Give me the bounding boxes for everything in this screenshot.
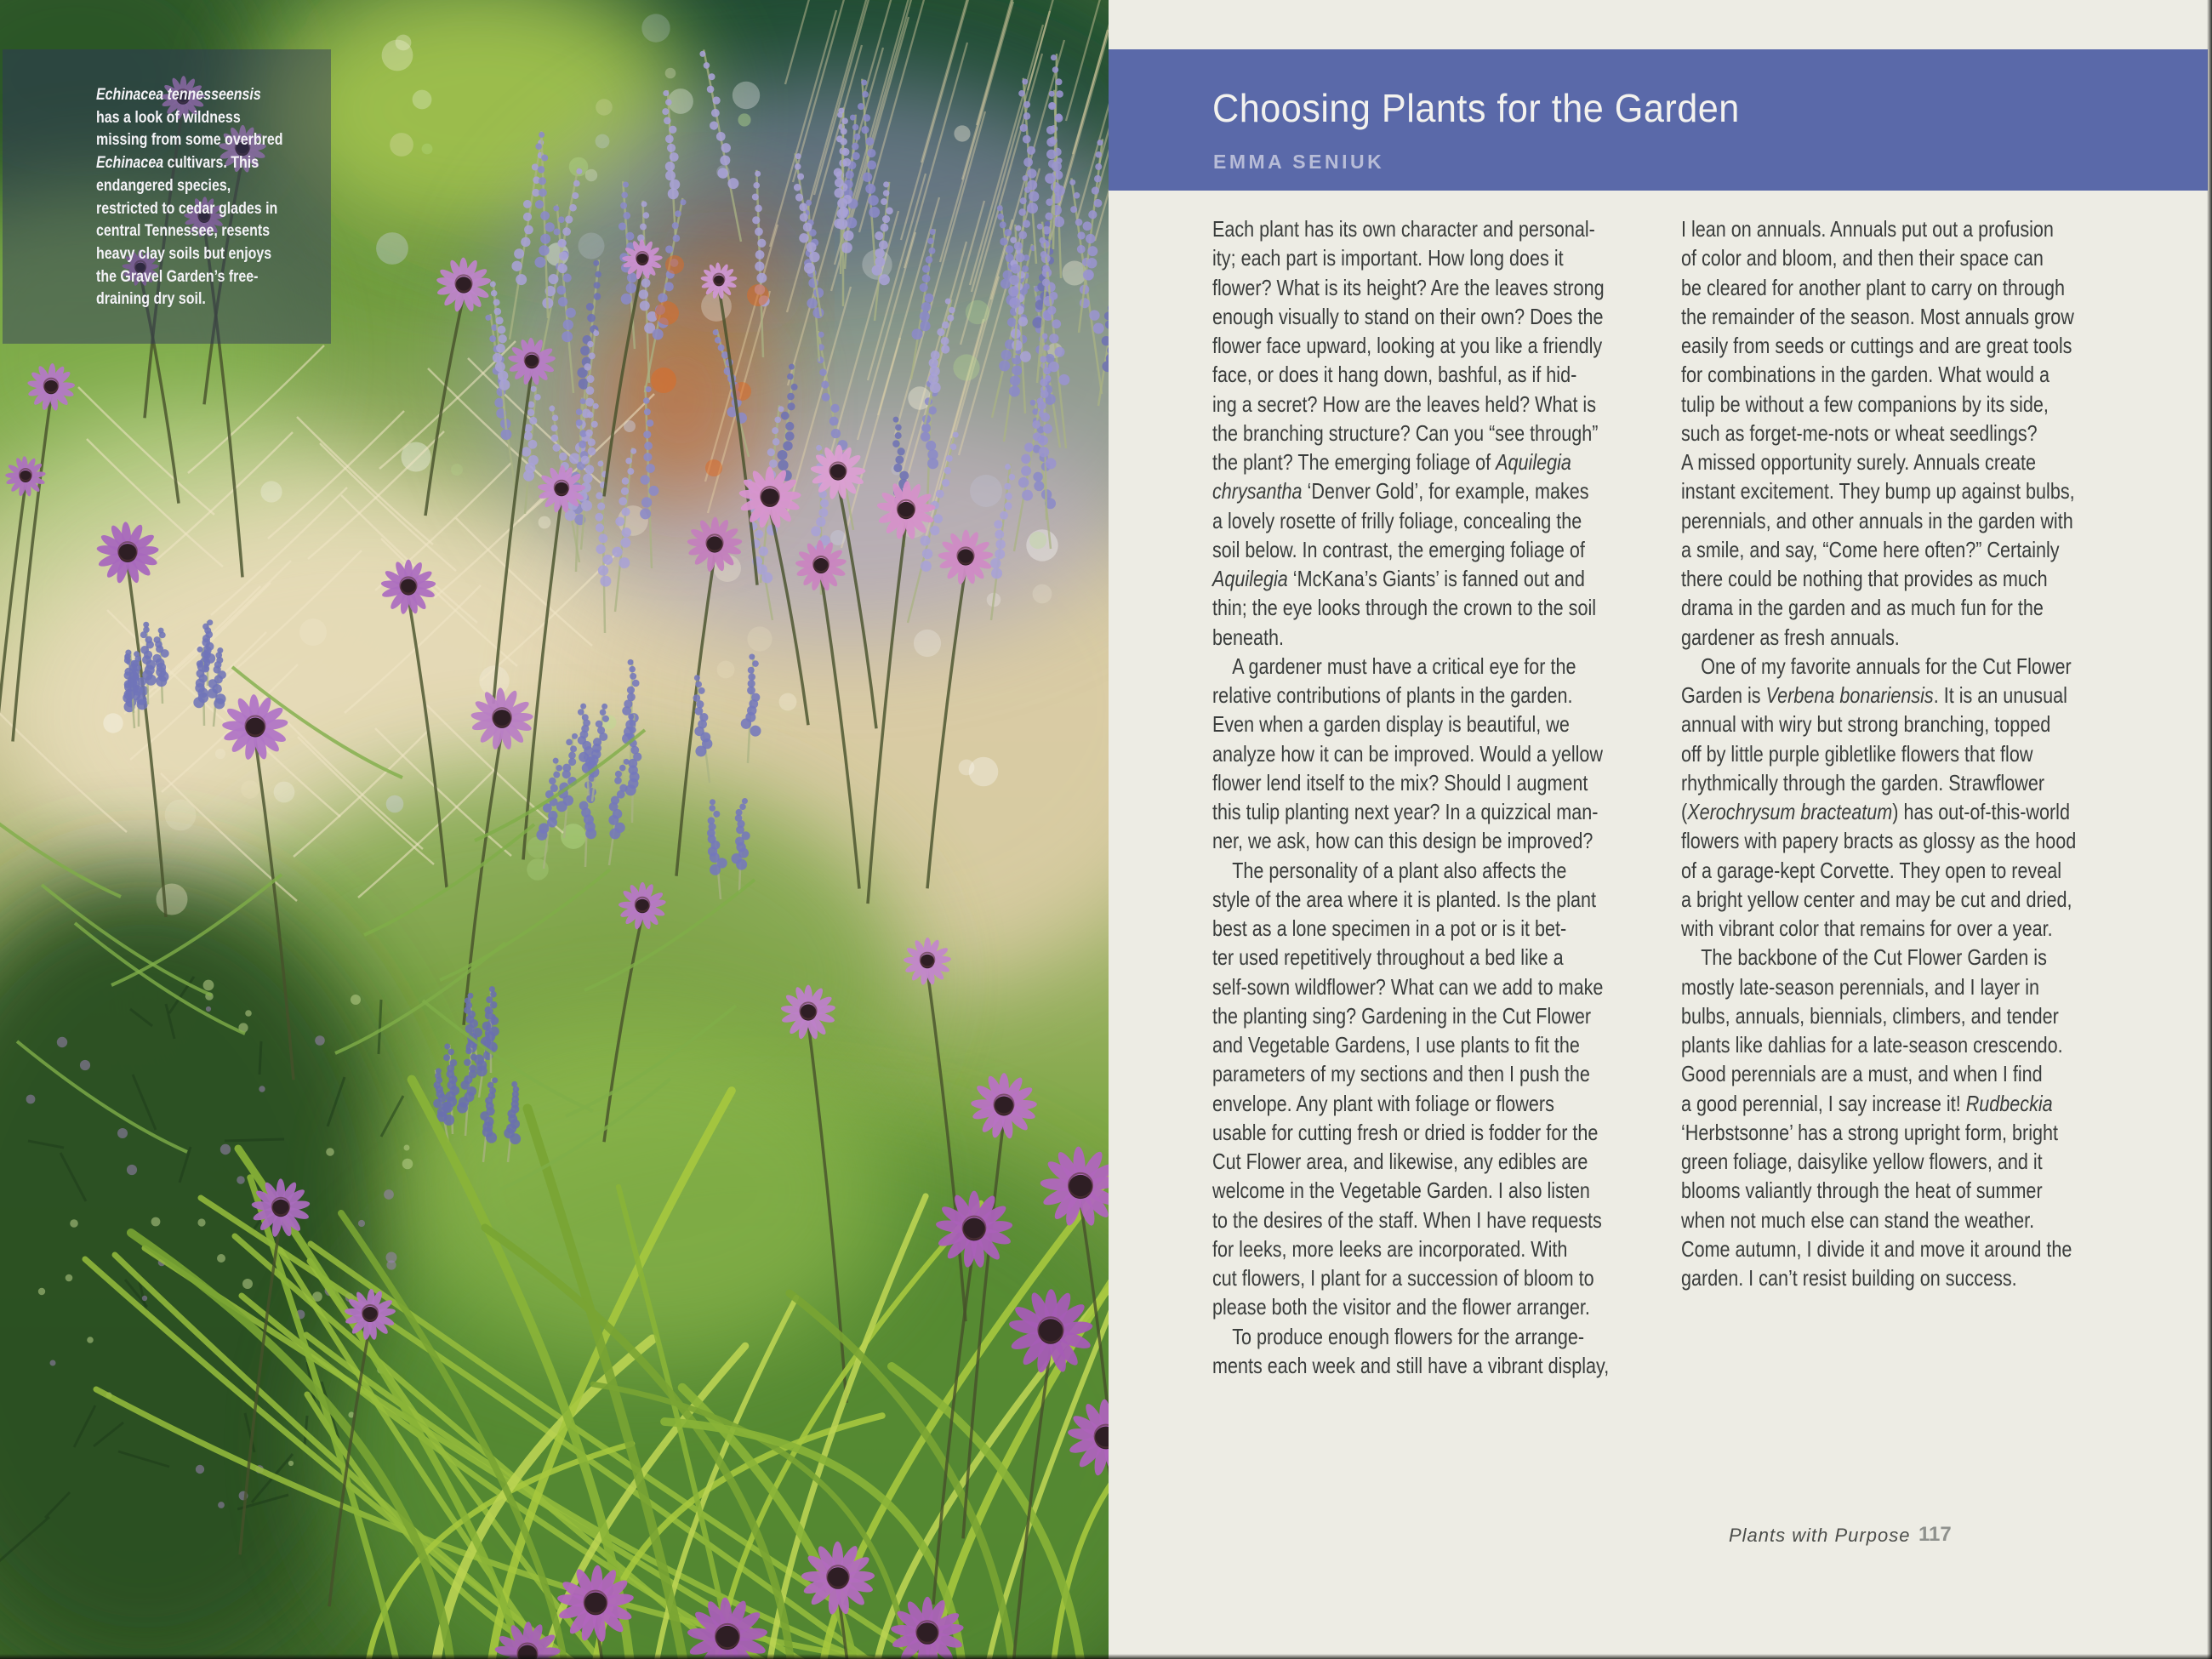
text-line: annual with wiry but strong branching, topped	[1681, 711, 2051, 738]
text-line: Even when a garden display is beautiful, we	[1212, 711, 1570, 738]
text-line: central Tennessee, resents	[96, 221, 271, 241]
page-number: 117	[1918, 1523, 1952, 1546]
text-line: flowers with papery bracts as glossy as the hood	[1681, 828, 2077, 854]
photo-caption	[3, 49, 331, 344]
text-line: usable for cutting fresh or dried is fodder for the	[1212, 1119, 1599, 1145]
text-line: The backbone of the Cut Flower Garden is	[1701, 944, 2047, 971]
text-line: I lean on annuals. Annuals put out a profusion	[1681, 216, 2054, 242]
text-line: Echinacea tennesseensis	[96, 85, 261, 104]
page-footer	[1109, 1525, 2212, 1559]
running-footer-label: Plants with Purpose	[1729, 1525, 1911, 1546]
text-line: the plant? The emerging foliage of Aquilegia	[1212, 449, 1571, 475]
text-line: flower? What is its height? Are the leaves strong	[1212, 274, 1605, 300]
text-line: thin; the eye looks through the crown to the soil	[1212, 595, 1597, 621]
author-name: EMMA SENIUK	[1213, 151, 1385, 173]
text-line: drama in the garden and as much fun for the	[1681, 595, 2044, 621]
text-line: The personality of a plant also affects the	[1232, 857, 1567, 883]
text-line: garden. I can’t resist building on success.	[1681, 1265, 2017, 1291]
text-line: ‘Herbstsonne’ has a strong upright form, bright	[1681, 1119, 2059, 1145]
text-line: ner, we ask, how can this design be improved?	[1212, 828, 1593, 854]
text-line: One of my favorite annuals for the Cut Flower	[1701, 653, 2072, 679]
text-line: ity; each part is important. How long does it	[1212, 245, 1564, 271]
text-line: enough visually to stand on their own? Does the	[1212, 303, 1604, 329]
text-line: soil below. In contrast, the emerging foliage of	[1212, 536, 1585, 562]
text-line: for leeks, more leeks are incorporated. With	[1212, 1235, 1568, 1262]
text-line: rhythmically through the garden. Strawflower	[1681, 769, 2045, 795]
text-line: self-sown wildflower? What can we add to make	[1212, 973, 1604, 1000]
text-line: green foliage, daisylike yellow flowers, and it	[1681, 1149, 2043, 1174]
text-line: beneath.	[1212, 624, 1285, 650]
text-line: Come autumn, I divide it and move it around the	[1681, 1235, 2072, 1262]
text-line: endangered species,	[96, 175, 231, 195]
article-column-2	[1681, 214, 2076, 1292]
text-line: missing from some overbred	[96, 130, 283, 150]
text-line: such as forget-me-nots or wheat seedlings?	[1681, 419, 2038, 446]
text-line: Cut Flower area, and likewise, any edibles are	[1212, 1149, 1588, 1174]
text-line: the branching structure? Can you “see through”	[1212, 419, 1599, 446]
article-column-1	[1212, 214, 1609, 1380]
text-line: ter used repetitively throughout a bed like a	[1212, 944, 1564, 971]
photo-caption-text	[96, 83, 283, 311]
text-line: the remainder of the season. Most annuals grow	[1681, 303, 2074, 329]
text-line: ments each week and still have a vibrant display,	[1212, 1352, 1610, 1378]
text-line: gardener as fresh annuals.	[1681, 624, 1900, 650]
text-line: the planting sing? Gardening in the Cut Flower	[1212, 1002, 1592, 1029]
text-line: be cleared for another plant to carry on through	[1681, 274, 2066, 300]
text-line: plants like dahlias for a late-season crescendo.	[1681, 1032, 2063, 1058]
text-line: restricted to cedar glades in	[96, 198, 278, 218]
text-line: to the desires of the staff. When I have requests	[1212, 1206, 1602, 1233]
text-line: there could be nothing that provides as much	[1681, 566, 2048, 591]
text-line: when not much else can stand the weather.	[1681, 1206, 2035, 1233]
text-line: instant excitement. They bump up against bulbs,	[1681, 478, 2075, 505]
text-line: tulip be without a few companions by its side,	[1681, 391, 2049, 417]
text-line: Good perennials are a must, and when I find	[1681, 1061, 2043, 1087]
text-line: Echinacea cultivars. This	[96, 153, 259, 173]
text-line: has a look of wildness	[96, 107, 241, 127]
text-line: please both the visitor and the flower arranger.	[1212, 1294, 1590, 1320]
text-line: a smile, and say, “Come here often?” Certainly	[1681, 536, 2060, 562]
text-line: of color and bloom, and then their space can	[1681, 245, 2044, 271]
text-line: a bright yellow center and may be cut and dried,	[1681, 886, 2072, 912]
page-edge-shadow-bottom	[0, 1654, 2212, 1659]
chapter-header-band	[1109, 49, 2208, 191]
text-line: face, or does it hang down, bashful, as if hid-	[1212, 362, 1577, 388]
text-line: flower lend itself to the mix? Should I augment	[1212, 769, 1588, 795]
text-line: the Gravel Garden’s free-	[96, 266, 259, 286]
text-line: heavy clay soils but enjoys	[96, 243, 272, 263]
text-line: best as a lone specimen in a pot or is it bet-	[1212, 915, 1567, 941]
chapter-title: Choosing Plants for the Garden	[1212, 86, 1740, 130]
text-line: Garden is Verbena bonariensis. It is an unusual	[1681, 682, 2067, 708]
text-line: off by little purple gibletlike flowers that flow	[1681, 740, 2033, 767]
text-line: a good perennial, I say increase it! Rudbeckia	[1681, 1090, 2053, 1116]
text-line: A gardener must have a critical eye for the	[1232, 653, 1576, 679]
text-line: style of the area where it is planted. Is the plant	[1212, 886, 1597, 912]
text-line: cut flowers, I plant for a succession of bloom to	[1212, 1265, 1594, 1291]
text-line: easily from seeds or cuttings and are great tools	[1681, 333, 2072, 358]
text-page	[1109, 0, 2212, 1659]
text-line: with vibrant color that remains for over a year.	[1681, 915, 2053, 941]
text-line: A missed opportunity surely. Annuals create	[1681, 449, 2037, 475]
text-line: To produce enough flowers for the arrange-	[1232, 1323, 1585, 1349]
text-line: blooms valiantly through the heat of summer	[1681, 1177, 2043, 1204]
text-line: parameters of my sections and then I push the	[1212, 1061, 1590, 1087]
text-line: analyze how it can be improved. Would a yellow	[1212, 740, 1604, 767]
text-line: of a garage-kept Corvette. They open to reveal	[1681, 857, 2062, 883]
text-line: ing a secret? How are the leaves held? What is	[1212, 391, 1597, 417]
text-line: for combinations in the garden. What would a	[1681, 362, 2050, 388]
text-line: a lovely rosette of frilly foliage, concealing the	[1212, 507, 1582, 533]
text-line: flower face upward, looking at you like a friendly	[1212, 333, 1603, 358]
page-edge-shadow-right	[2207, 0, 2212, 1659]
text-line: mostly late-season perennials, and I layer in	[1681, 973, 2040, 1000]
text-line: Each plant has its own character and personal-	[1212, 216, 1595, 242]
text-line: envelope. Any plant with foliage or flowers	[1212, 1090, 1554, 1116]
text-line: and Vegetable Gardens, I use plants to fit the	[1212, 1032, 1580, 1058]
text-line: (Xerochrysum bracteatum) has out-of-this-world	[1681, 799, 2070, 824]
text-line: this tulip planting next year? In a quizzical man-	[1212, 799, 1599, 824]
text-line: bulbs, annuals, biennials, climbers, and tender	[1681, 1002, 2059, 1029]
text-line: relative contributions of plants in the garden.	[1212, 682, 1573, 708]
text-line: chrysantha ‘Denver Gold’, for example, makes	[1212, 478, 1589, 505]
text-line: Aquilegia ‘McKana’s Giants’ is fanned out and	[1212, 566, 1585, 591]
text-line: welcome in the Vegetable Garden. I also listen	[1212, 1177, 1590, 1204]
text-line: draining dry soil.	[96, 289, 206, 309]
text-line: perennials, and other annuals in the garden with	[1681, 507, 2073, 533]
